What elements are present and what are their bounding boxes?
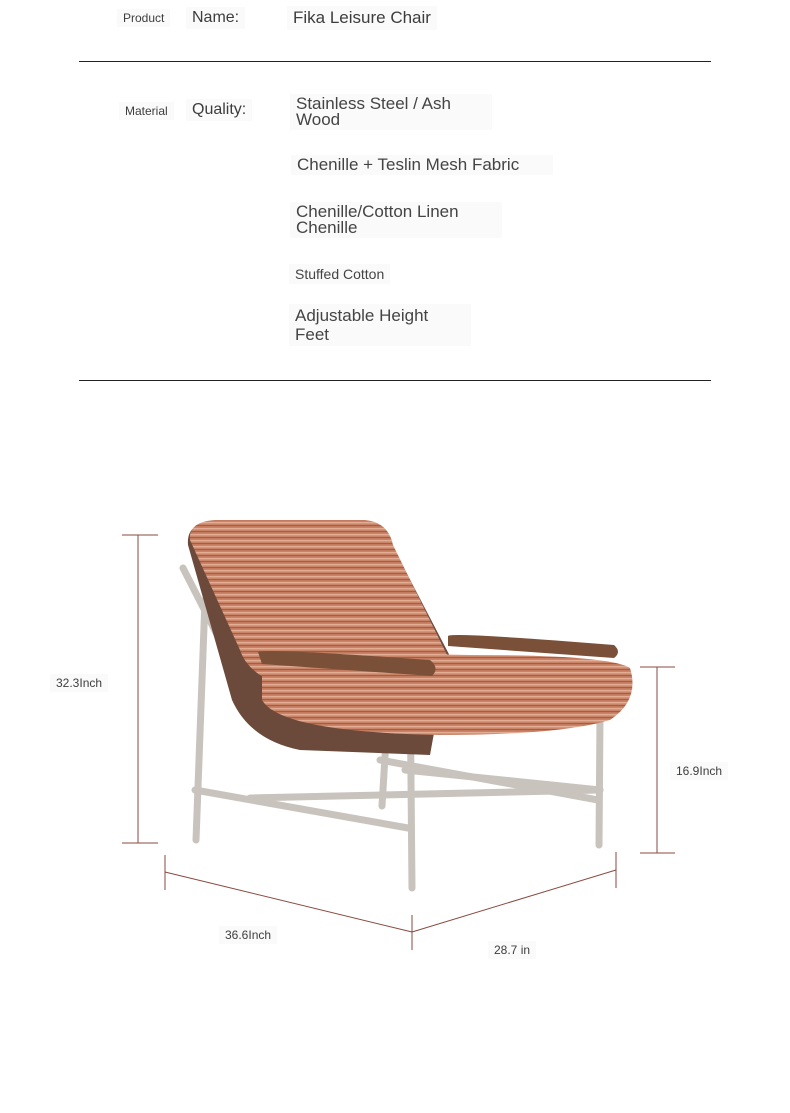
- material-upholstery: Chenille + Teslin Mesh Fabric: [291, 155, 553, 175]
- right-armrest: [448, 635, 618, 658]
- product-name-value: Fika Leisure Chair: [287, 6, 437, 30]
- bottom-divider: [79, 380, 711, 381]
- quality-label: Quality:: [186, 99, 252, 121]
- material-frame: Stainless Steel / Ash Wood: [290, 94, 492, 130]
- product-label: Product: [117, 9, 170, 27]
- top-divider: [79, 61, 711, 62]
- chair-illustration: [0, 480, 790, 1000]
- material-filling: Stuffed Cotton: [289, 264, 390, 284]
- name-label: Name:: [186, 7, 245, 29]
- material-fabric: Chenille/Cotton Linen Chenille: [290, 202, 502, 238]
- depth-dimension: 28.7 in: [488, 941, 536, 959]
- material-label: Material: [119, 102, 174, 120]
- height-dimension: 32.3Inch: [50, 674, 108, 692]
- width-dimension: 36.6Inch: [219, 926, 277, 944]
- seat-height-dimension: 16.9Inch: [670, 762, 728, 780]
- material-feet: Adjustable Height Feet: [289, 304, 471, 346]
